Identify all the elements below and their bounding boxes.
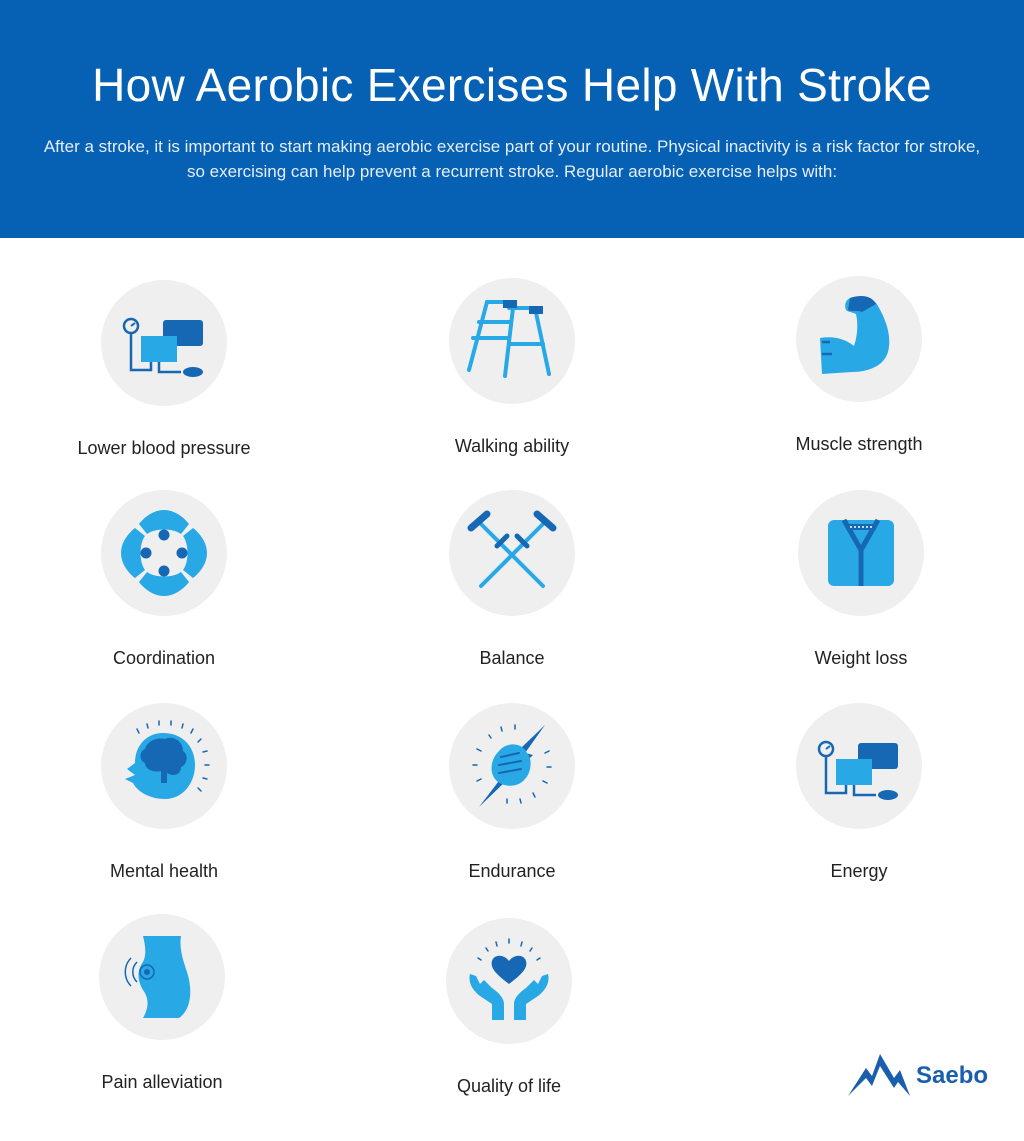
coordination-icon: [101, 490, 227, 616]
benefit-item: [392, 703, 632, 882]
blood-pressure-monitor-icon: [101, 280, 227, 406]
benefit-label: Pain alleviation: [101, 1072, 223, 1092]
benefit-item: [44, 490, 284, 669]
benefit-label: Mental health: [109, 861, 219, 881]
benefit-item: [741, 490, 981, 669]
icon-circle: [796, 276, 922, 402]
benefit-item: [44, 703, 284, 882]
icon-circle: [101, 280, 227, 406]
icon-circle: [449, 278, 575, 404]
icon-circle: [449, 490, 575, 616]
benefit-label: Quality of life: [456, 1076, 562, 1096]
scale-icon: [798, 490, 924, 616]
page-title: How Aerobic Exercises Help With Stroke: [92, 59, 932, 111]
benefit-item: [44, 280, 284, 459]
benefit-item: [42, 914, 282, 1093]
icon-circle: [101, 490, 227, 616]
intro-text: After a stroke, it is important to start making aerobic exercise part of your routine. Physical inactivity is a risk factor for stroke, so exercising can help prevent a recurrent stroke. Regular aerobic exercise helps with:: [43, 137, 981, 181]
benefit-label: Lower blood pressure: [77, 438, 251, 458]
back-pain-icon: [99, 914, 225, 1040]
icon-circle: [449, 703, 575, 829]
benefit-label: Endurance: [468, 861, 556, 881]
icon-circle: [796, 703, 922, 829]
benefit-label: Energy: [830, 861, 888, 881]
benefit-label: Weight loss: [814, 648, 908, 668]
icon-circle: [446, 918, 572, 1044]
benefit-item: [389, 918, 629, 1097]
benefit-item: [392, 278, 632, 457]
icon-circle: [99, 914, 225, 1040]
crossed-crutches-icon: [449, 490, 575, 616]
benefit-label: Coordination: [112, 648, 216, 668]
benefit-label: Muscle strength: [795, 434, 923, 454]
heart-hands-icon: [446, 918, 572, 1044]
benefit-label: Balance: [479, 648, 545, 668]
benefit-label: Walking ability: [454, 436, 570, 456]
icon-circle: [798, 490, 924, 616]
walker-icon: [449, 278, 575, 404]
benefit-item: [392, 490, 632, 669]
flexed-arm-icon: [796, 276, 922, 402]
brain-head-icon: [101, 703, 227, 829]
benefit-item: [739, 703, 979, 882]
header-banner: [0, 0, 1024, 238]
icon-circle: [101, 703, 227, 829]
benefit-item: [739, 276, 979, 455]
mountain-logo-icon: [846, 1050, 912, 1098]
fist-lightning-icon: [449, 703, 575, 829]
logo-text: Saebo: [916, 1062, 989, 1089]
blood-pressure-monitor-icon: [796, 703, 922, 829]
saebo-logo: [846, 1050, 996, 1100]
